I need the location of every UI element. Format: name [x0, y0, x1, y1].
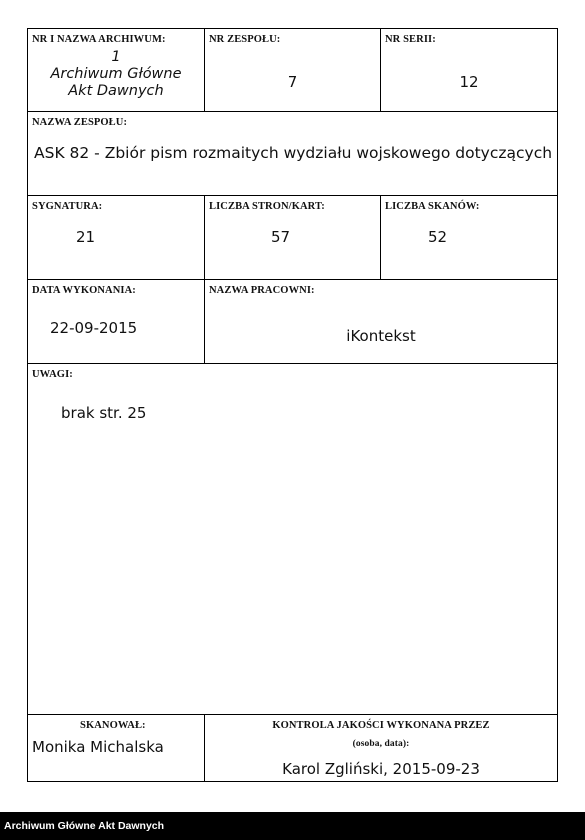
date-done-label: DATA WYKONANIA:: [32, 285, 136, 296]
fonds-number-value: 7: [287, 73, 298, 91]
series-number-cell: [381, 29, 557, 112]
studio-name-label: NAZWA PRACOWNI:: [209, 285, 315, 296]
fonds-number-label: NR ZESPOŁU:: [209, 34, 281, 45]
studio-name-cell: [205, 280, 557, 364]
date-done-cell: [28, 280, 205, 364]
fonds-name-label: NAZWA ZESPOŁU:: [32, 117, 128, 128]
archive-name: [28, 49, 204, 100]
archive-name-line1: Archiwum Główne: [50, 66, 182, 82]
scan-count-cell: [381, 196, 557, 280]
series-number-value: 12: [459, 73, 479, 91]
scanned-by-cell: [28, 715, 205, 781]
remarks-value: brak str. 25: [61, 404, 147, 422]
archive-number: 1: [111, 49, 121, 65]
fonds-name-value: ASK 82 - Zbiór pism rozmaitych wydziału wojskowego dotyczących: [34, 144, 553, 162]
page-count-value: 57: [271, 228, 291, 246]
quality-control-label: KONTROLA JAKOŚCI WYKONANA PRZEZ: [272, 720, 490, 731]
quality-control-sublabel: (osoba, data):: [352, 739, 410, 749]
scan-metadata-form: [27, 28, 558, 782]
studio-name-value: iKontekst: [346, 327, 416, 345]
archive-label: NR I NAZWA ARCHIWUM:: [32, 34, 166, 45]
date-done-value: 22-09-2015: [50, 319, 138, 337]
page-count-label: LICZBA STRON/KART:: [209, 201, 325, 212]
remarks-label: UWAGI:: [32, 369, 73, 380]
archive-cell: [28, 29, 205, 112]
footer-text: Archiwum Główne Akt Dawnych: [4, 820, 165, 832]
fonds-number-cell: [205, 29, 381, 112]
archive-name-line2: Akt Dawnych: [68, 83, 164, 99]
quality-control-cell: [205, 715, 557, 781]
scan-count-value: 52: [428, 228, 448, 246]
scan-count-label: LICZBA SKANÓW:: [385, 201, 480, 212]
quality-control-value: Karol Zgliński, 2015-09-23: [282, 760, 480, 778]
footer-bar: [0, 812, 585, 840]
page-count-cell: [205, 196, 381, 280]
series-number-label: NR SERII:: [385, 34, 436, 45]
scanned-by-label: SKANOWAŁ:: [80, 720, 146, 731]
signature-cell: [28, 196, 205, 280]
signature-value: 21: [76, 228, 96, 246]
scanned-by-value: Monika Michalska: [32, 738, 164, 756]
signature-label: SYGNATURA:: [32, 201, 103, 212]
remarks-cell: [28, 364, 557, 715]
fonds-name-cell: [28, 112, 557, 196]
